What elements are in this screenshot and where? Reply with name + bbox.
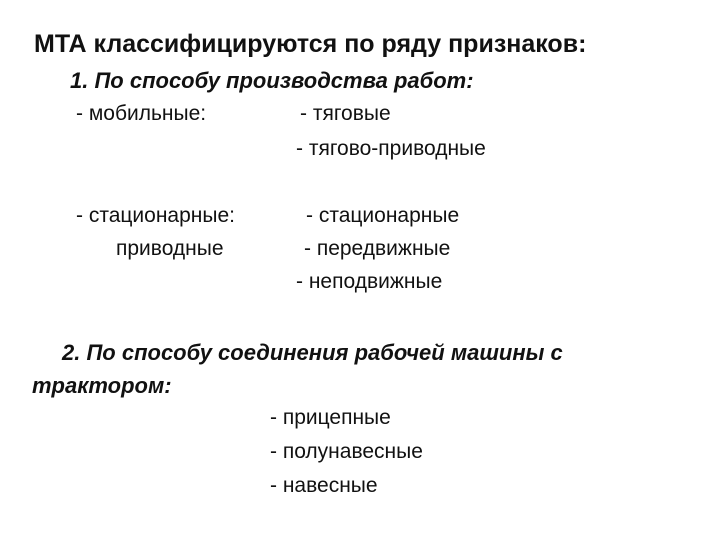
section2-heading-line2: трактором: (32, 373, 172, 398)
stationary-item: - неподвижные (296, 270, 443, 293)
stationary-label: - стационарные: (76, 204, 235, 227)
stationary-sublabel: приводные (116, 237, 224, 260)
stationary-item: - передвижные (304, 237, 451, 260)
stationary-item: - стационарные (306, 204, 460, 227)
section1-heading: 1. По способу производства работ: (70, 68, 474, 93)
section2-heading-line1: 2. По способу соединения рабочей машины с (62, 340, 563, 365)
connection-item: - навесные (270, 474, 378, 497)
mobile-item: - тяговые (300, 102, 391, 125)
slide-title: МТА классифицируются по ряду признаков: (34, 30, 587, 58)
mobile-label: - мобильные: (76, 102, 207, 125)
mobile-item: - тягово-приводные (296, 137, 486, 160)
connection-item: - прицепные (270, 406, 391, 429)
connection-item: - полунавесные (270, 440, 423, 463)
